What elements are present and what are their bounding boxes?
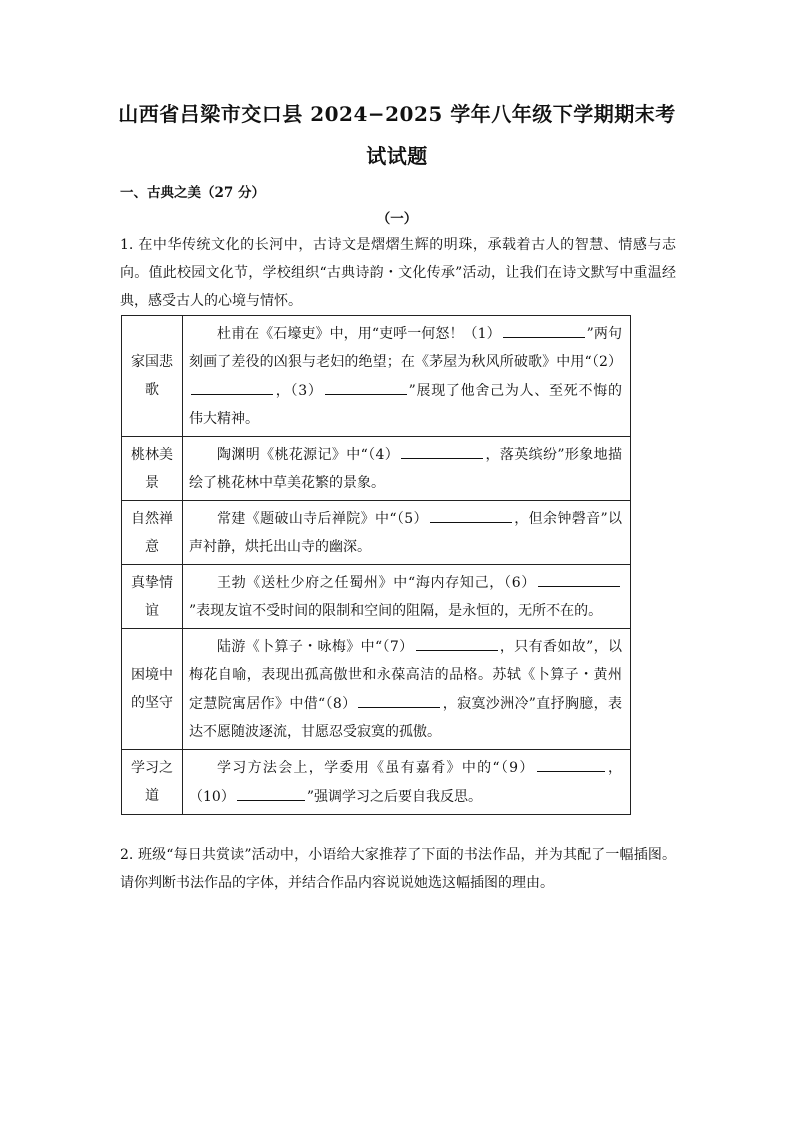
content-cell (183, 316, 631, 437)
answer-blank-9[interactable] (537, 753, 605, 772)
content-text: 陆游《卜算子・咏梅》中“（7） (217, 639, 414, 655)
content-text: 杜甫在《石壕吏》中，用“吏呼一何怒！（1） (217, 326, 501, 342)
content-text: ”两句刻画了差役的凶狠与老妇的绝望；在《茅屋为秋风所破歌》中用“（2） (189, 326, 622, 370)
category-cell: 自然禅意 (122, 501, 183, 565)
content-text: ”表现友谊不受时间的限制和空间的阻隔，是永恒的，无所不在的。 (189, 603, 603, 619)
table-row (122, 629, 631, 750)
content-cell (183, 629, 631, 750)
content-cell (183, 750, 631, 815)
category-cell: 桃林美景 (122, 437, 183, 501)
exam-title-line1: 山西省吕梁市交口县 2024−2025 学年八年级下学期期末考 (118, 102, 676, 126)
content-cell (183, 437, 631, 501)
content-text: ，只有香如故”，以梅花自喻，表现出孤高傲世和永葆高洁的品格。苏轼《卜算子・黄州定慧院寓居作》中借“（8） (189, 639, 622, 712)
answer-blank-10[interactable] (237, 782, 305, 801)
answer-blank-3[interactable] (325, 376, 407, 395)
content-cell (183, 501, 631, 565)
answer-blank-2[interactable] (191, 376, 273, 395)
content-text: ，寂寞沙洲冷”直抒胸臆，表达不愿随波逐流，甘愿忍受寂寞的孤傲。 (189, 696, 622, 740)
table-row (122, 501, 631, 565)
content-text: 常建《题破山寺后禅院》中“（5） (217, 511, 428, 527)
category-cell: 家国悲歌 (122, 316, 183, 437)
category-cell: 学习之道 (122, 750, 183, 815)
table-row (122, 437, 631, 501)
answer-blank-4[interactable] (401, 440, 483, 459)
table-row (122, 750, 631, 815)
content-text: 王勃《送杜少府之任蜀州》中“海内存知己，（6） (217, 575, 536, 591)
content-text: ”展现了他舍己为人、至死不悔的伟大精神。 (189, 383, 622, 427)
content-text: ，（3） (275, 383, 323, 399)
content-text: ，落英缤纷”形象地描绘了桃花林中草美花繁的景象。 (189, 447, 622, 491)
question-2-text: 2. 班级“每日共赏读”活动中，小语给大家推荐了下面的书法作品，并为其配了一幅插图。请你判断书法作品的字体，并结合作品内容说说她选这幅插图的理由。 (120, 847, 676, 891)
answer-blank-6[interactable] (538, 568, 620, 587)
content-text: 学习方法会上，学委用《虽有嘉肴》中的“（9） (217, 760, 535, 776)
content-text: ，（10） (189, 760, 622, 805)
content-text: 陶渊明《桃花源记》中“（4） (217, 447, 400, 463)
question-1-text: 1. 在中华传统文化的长河中，古诗文是熠熠生辉的明珠，承载着古人的智慧、情感与志向。值此校园文化节，学校组织“古典诗韵・文化传承”活动，让我们在诗文默写中重温经典，感受古人的心境与情怀。 (120, 237, 676, 309)
content-text: ，但余钟磬音”以声衬静，烘托出山寺的幽深。 (189, 511, 622, 555)
category-cell: 困境中的坚守 (122, 629, 183, 750)
answer-blank-7[interactable] (416, 632, 498, 651)
subsection-heading: （一） (376, 211, 418, 227)
poem-dictation-table (121, 315, 631, 815)
category-cell: 真挚情谊 (122, 565, 183, 629)
answer-blank-8[interactable] (358, 689, 440, 708)
section-heading: 一、古典之美（27 分） (120, 185, 265, 201)
answer-blank-5[interactable] (430, 504, 512, 523)
content-text: ”强调学习之后要自我反思。 (306, 789, 482, 805)
content-cell (183, 565, 631, 629)
table-row (122, 316, 631, 437)
exam-title-line2: 试试题 (366, 144, 428, 168)
answer-blank-1[interactable] (503, 319, 585, 338)
table-row (122, 565, 631, 629)
